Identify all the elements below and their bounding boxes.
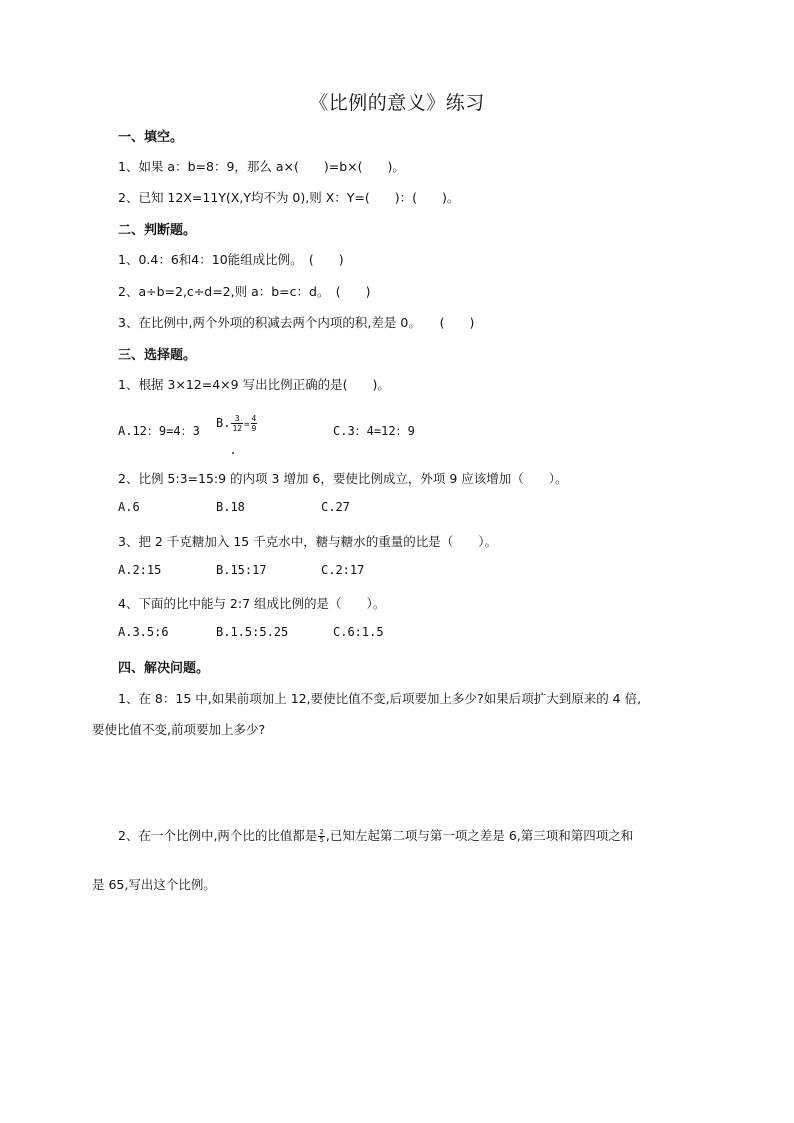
choice-1-option-b: B. $\frac{3}{12}$ = $\frac{4}{9}$ xyxy=(216,414,257,433)
choice-4-option-b: B.1.5:5.25 xyxy=(216,625,289,639)
choice-question-4: 4、下面的比中能与 2:7 组成比例的是（ ）。 xyxy=(118,596,386,611)
section-word-problems-heading: 四、解决问题。 xyxy=(118,661,210,676)
word-problem-1-line-1: 1、在 8：15 中,如果前项加上 12,要使比值不变,后项要加上多少?如果后项扩大到原来的 4 倍, xyxy=(118,691,642,706)
fraction-4-over-9: $\frac{4}{9}$ xyxy=(251,414,257,433)
choice-3-option-a: A.2:15 xyxy=(118,563,162,577)
fraction-2-over-5: $\frac{2}{5}$ xyxy=(319,828,324,844)
choice-question-3: 3、把 2 千克糖加入 15 千克水中，糖与糖水的重量的比是（ ）。 xyxy=(118,534,497,549)
choice-question-2: 2、比例 5:3=15:9 的内项 3 增加 6，要使比例成立，外项 9 应该增加（ ）。 xyxy=(118,471,568,486)
section-fill-blank-heading: 一、填空。 xyxy=(118,130,184,145)
fraction-3-over-12: $\frac{3}{12}$ xyxy=(232,414,243,433)
section-true-false-heading: 二、判断题。 xyxy=(118,223,197,238)
choice-4-option-a: A.3.5:6 xyxy=(118,625,169,639)
option-b-label: B. xyxy=(216,416,231,430)
fill-blank-question-1: 1、如果 a：b=8：9，那么 a×( )=b×( )。 xyxy=(118,159,405,174)
true-false-question-1: 1、0.4：6和4：10能组成比例。 ( ) xyxy=(118,252,344,267)
choice-3-option-b: B.15:17 xyxy=(216,563,267,577)
choice-question-1: 1、根据 3×12=4×9 写出比例正确的是( )。 xyxy=(118,377,390,392)
true-false-question-2: 2、a÷b=2,c÷d=2,则 a：b=c：d。 ( ) xyxy=(118,284,371,299)
choice-2-option-a: A.6 xyxy=(118,500,140,514)
fill-blank-question-2: 2、已知 12X=11Y(X,Y均不为 0),则 X：Y=( )：( )。 xyxy=(118,190,460,205)
word-problem-2-line-1: 2、在一个比例中,两个比的比值都是 $\frac{2}{5}$ ,已知左起第二项与第一项之差是 6,第三项和第四项之和 xyxy=(118,828,634,844)
word-problem-2-line-2: 是 65,写出这个比例。 xyxy=(92,877,216,892)
stray-mark xyxy=(232,452,234,454)
choice-1-option-c: C.3：4=12：9 xyxy=(333,424,415,438)
choice-2-option-b: B.18 xyxy=(216,500,245,514)
section-multiple-choice-heading: 三、选择题。 xyxy=(118,348,197,363)
choice-4-option-c: C.6:1.5 xyxy=(333,625,384,639)
choice-3-option-c: C.2:17 xyxy=(321,563,365,577)
choice-1-option-a: A.12：9=4：3 xyxy=(118,424,200,438)
page-title: 《比例的意义》练习 xyxy=(309,92,485,114)
choice-2-option-c: C.27 xyxy=(321,500,350,514)
word-problem-1-line-2: 要使比值不变,前项要加上多少? xyxy=(92,722,266,737)
true-false-question-3: 3、在比例中,两个外项的积减去两个内项的积,差是 0。 ( ) xyxy=(118,315,475,330)
